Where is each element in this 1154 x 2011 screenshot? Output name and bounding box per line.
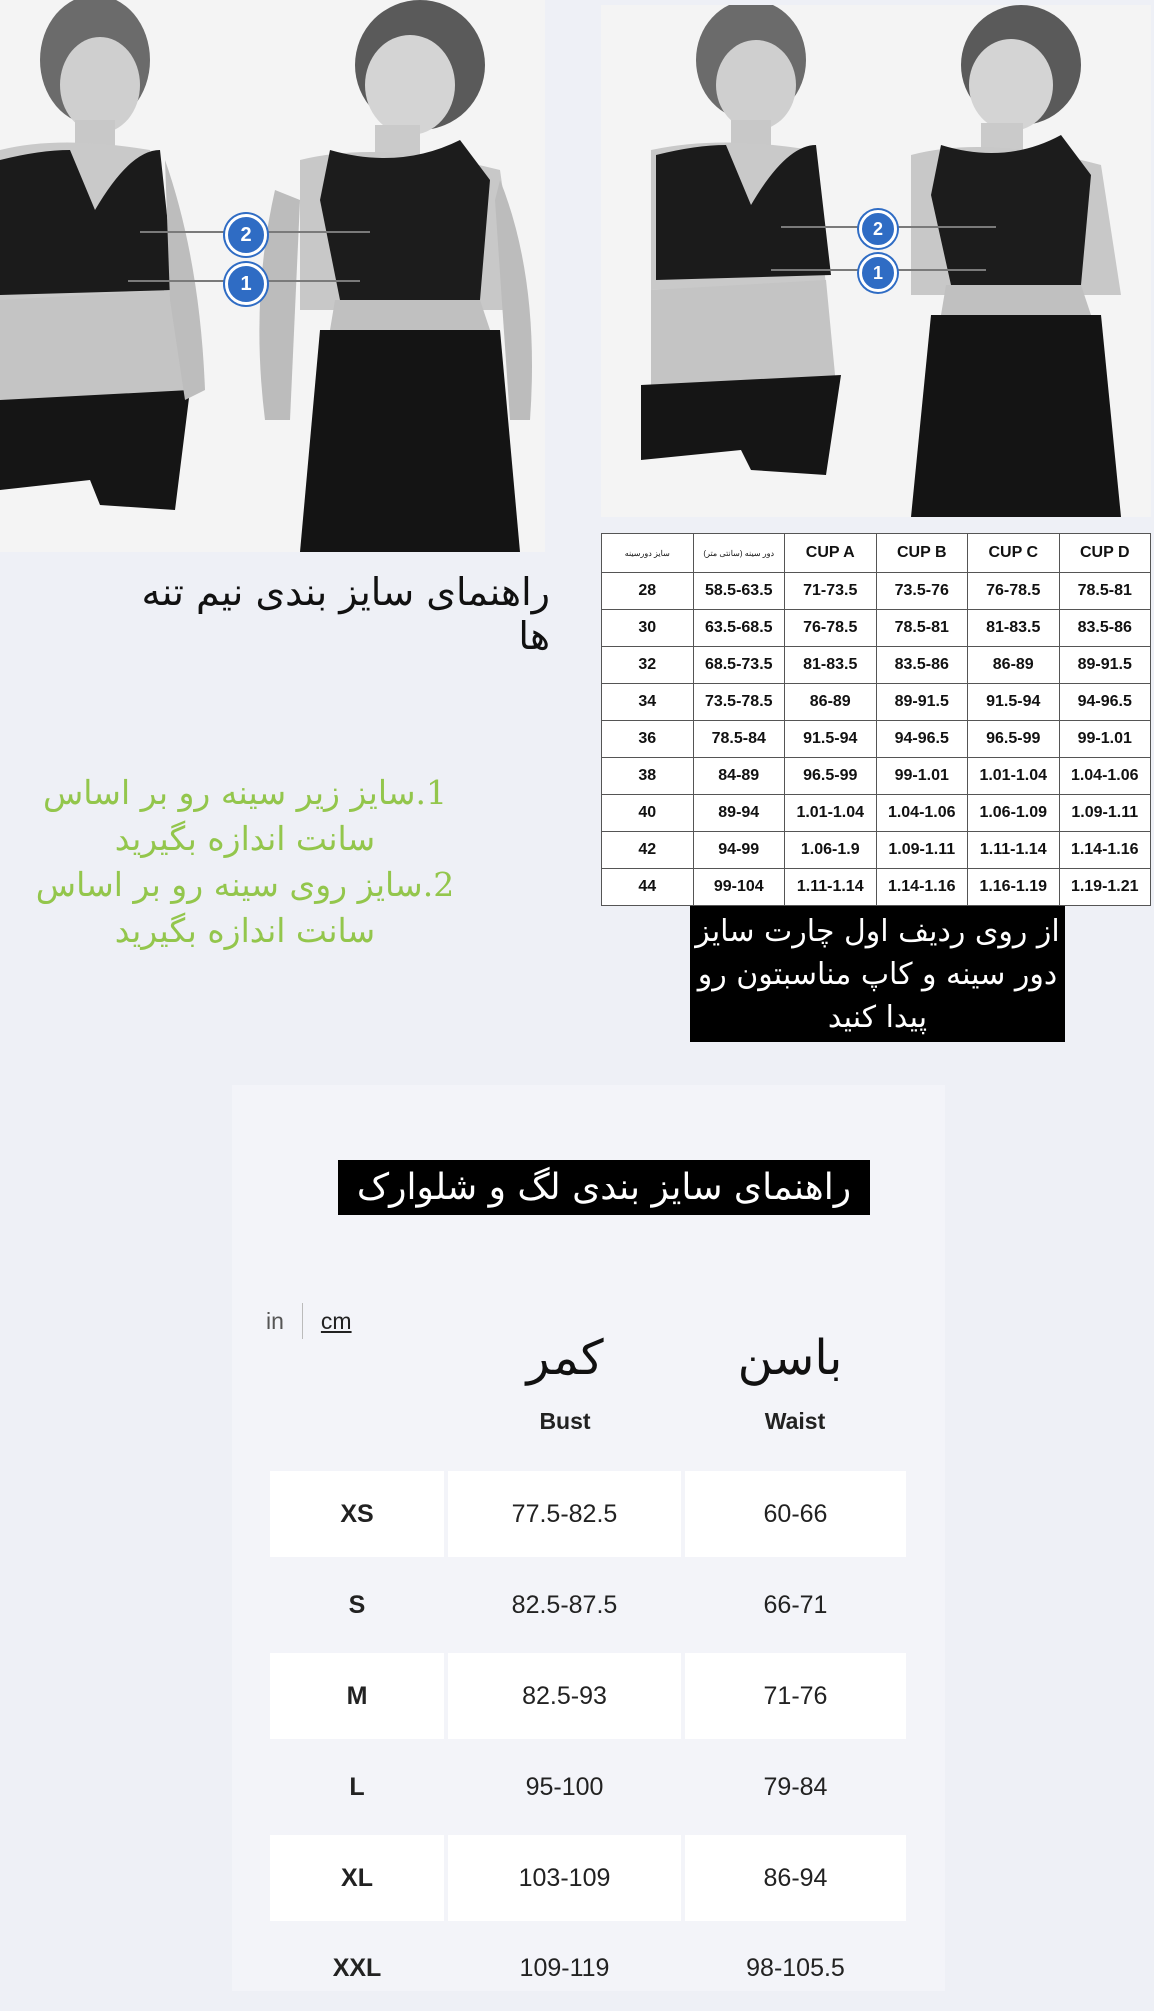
table-row — [602, 573, 1151, 610]
size-label: S — [348, 1591, 366, 1619]
table-cell: 84-89 — [693, 758, 785, 795]
table-cell: 83.5-86 — [1059, 610, 1151, 647]
table-cell: 36 — [602, 721, 694, 758]
table-cell: 1.09-1.11 — [1059, 795, 1151, 832]
table-cell: 1.14-1.16 — [876, 869, 968, 906]
table-cell: 99-1.01 — [876, 758, 968, 795]
marker-2-icon — [225, 214, 267, 256]
bra-guide-title: راهنمای سایز بندی نیم تنه ها — [141, 570, 550, 658]
table-cell: 89-94 — [693, 795, 785, 832]
table-cell: 89-91.5 — [876, 684, 968, 721]
marker-2-label: 2 — [872, 219, 883, 239]
bust-value: 77.5-82.5 — [448, 1471, 681, 1557]
waist-value: 86-94 — [685, 1835, 906, 1921]
note-line-2: سانت اندازه بگیرید — [114, 819, 376, 858]
table-row — [602, 795, 1151, 832]
table-cell: 1.11-1.14 — [785, 869, 877, 906]
waist-value: 66-71 — [763, 1591, 828, 1619]
unit-divider — [302, 1303, 303, 1339]
table-cell: 71-73.5 — [785, 573, 877, 610]
table-row — [270, 1562, 906, 1648]
column-heading-hip-fa: باسن — [737, 1330, 843, 1386]
table-cell: 63.5-68.5 — [693, 610, 785, 647]
table-cell: 1.04-1.06 — [876, 795, 968, 832]
table-cell: 1.09-1.11 — [876, 832, 968, 869]
table-cell: 76-78.5 — [968, 573, 1060, 610]
table-cell: 44 — [602, 869, 694, 906]
table-cell: 38 — [602, 758, 694, 795]
size-label: XL — [270, 1835, 444, 1921]
table-cell: 99-104 — [693, 869, 785, 906]
bust-value: 109-119 — [519, 1954, 610, 1982]
size-label: M — [270, 1653, 444, 1739]
waist-value: 71-76 — [685, 1653, 906, 1739]
table-header-row — [602, 534, 1151, 573]
header-cup-a: CUP A — [785, 534, 877, 573]
table-cell: 68.5-73.5 — [693, 647, 785, 684]
header-underbust: دور سینه (سانتی متر) — [693, 534, 785, 573]
bust-value: 95-100 — [525, 1773, 604, 1801]
instruction-line-3: پیدا کنید — [827, 1000, 928, 1035]
table-cell: 96.5-99 — [968, 721, 1060, 758]
instruction-line-1: از روی ردیف اول چارت سایز — [695, 914, 1060, 949]
table-cell: 28 — [602, 573, 694, 610]
table-cell: 1.16-1.19 — [968, 869, 1060, 906]
bra-measure-photo-right — [601, 5, 1151, 517]
bust-value: 82.5-87.5 — [511, 1591, 618, 1619]
table-row — [602, 832, 1151, 869]
table-cell: 1.14-1.16 — [1059, 832, 1151, 869]
note-line-3: 2.سایز روی سینه رو بر اساس — [35, 865, 455, 904]
marker-1-icon — [225, 263, 267, 305]
header-band-size: سایز دورسینه — [602, 534, 694, 573]
table-cell: 89-91.5 — [1059, 647, 1151, 684]
waist-value: 79-84 — [763, 1773, 828, 1801]
table-cell: 1.04-1.06 — [1059, 758, 1151, 795]
table-row — [270, 1744, 906, 1830]
table-cell: 94-96.5 — [876, 721, 968, 758]
table-row — [270, 1925, 906, 1991]
table-row — [602, 610, 1151, 647]
table-cell: 96.5-99 — [785, 758, 877, 795]
instruction-line-2: دور سینه و کاپ مناسبتون رو — [697, 957, 1058, 992]
table-cell: 73.5-78.5 — [693, 684, 785, 721]
marker-1-label: 1 — [240, 273, 252, 295]
table-row — [602, 684, 1151, 721]
table-cell: 1.01-1.04 — [785, 795, 877, 832]
table-cell: 30 — [602, 610, 694, 647]
header-cup-d: CUP D — [1059, 534, 1151, 573]
header-cup-b: CUP B — [876, 534, 968, 573]
table-cell: 94-96.5 — [1059, 684, 1151, 721]
marker-2-label: 2 — [240, 224, 252, 246]
waist-value: 98-105.5 — [746, 1954, 845, 1982]
bra-size-table — [601, 533, 1151, 906]
note-line-1: 1.سایز زیر سینه رو بر اساس — [42, 773, 448, 812]
table-cell: 81-83.5 — [968, 610, 1060, 647]
table-cell: 76-78.5 — [785, 610, 877, 647]
table-cell: 1.11-1.14 — [968, 832, 1060, 869]
table-cell: 91.5-94 — [968, 684, 1060, 721]
table-cell: 83.5-86 — [876, 647, 968, 684]
table-cell: 40 — [602, 795, 694, 832]
table-cell: 99-1.01 — [1059, 721, 1151, 758]
table-cell: 32 — [602, 647, 694, 684]
marker-1-label: 1 — [872, 263, 883, 283]
table-cell: 1.01-1.04 — [968, 758, 1060, 795]
unit-toggle — [266, 1303, 352, 1339]
table-cell: 94-99 — [693, 832, 785, 869]
table-cell: 1.06-1.09 — [968, 795, 1060, 832]
table-cell: 1.19-1.21 — [1059, 869, 1151, 906]
note-line-4: سانت اندازه بگیرید — [114, 911, 376, 950]
size-label: XS — [270, 1471, 444, 1557]
size-label: L — [349, 1773, 365, 1801]
table-row — [270, 1835, 906, 1921]
table-cell: 34 — [602, 684, 694, 721]
bust-value: 82.5-93 — [448, 1653, 681, 1739]
column-heading-waist-fa: کمر — [526, 1330, 604, 1386]
table-cell: 86-89 — [968, 647, 1060, 684]
chart-instruction-box — [690, 906, 1065, 1042]
table-row — [270, 1653, 906, 1739]
column-heading-bust: Bust — [539, 1408, 591, 1434]
table-row — [602, 721, 1151, 758]
table-cell: 1.06-1.9 — [785, 832, 877, 869]
unit-cm-option[interactable]: cm — [320, 1307, 352, 1334]
table-cell: 73.5-76 — [876, 573, 968, 610]
column-heading-waist: Waist — [764, 1408, 826, 1434]
measure-instructions — [30, 770, 460, 954]
table-cell: 78.5-81 — [876, 610, 968, 647]
table-row — [602, 647, 1151, 684]
table-row — [602, 758, 1151, 795]
table-cell: 58.5-63.5 — [693, 573, 785, 610]
marker-2-icon — [859, 210, 897, 248]
leggings-guide-title: راهنمای سایز بندی لگ و شلوارک — [338, 1160, 870, 1215]
bust-value: 103-109 — [448, 1835, 681, 1921]
table-cell: 81-83.5 — [785, 647, 877, 684]
table-cell: 78.5-84 — [693, 721, 785, 758]
unit-in-option[interactable]: in — [266, 1307, 284, 1334]
waist-value: 60-66 — [685, 1471, 906, 1557]
size-label: XXL — [332, 1954, 382, 1982]
table-cell: 78.5-81 — [1059, 573, 1151, 610]
table-row — [602, 869, 1151, 906]
table-cell: 91.5-94 — [785, 721, 877, 758]
table-row — [270, 1471, 906, 1557]
table-cell: 42 — [602, 832, 694, 869]
bra-measure-photo-left — [0, 0, 545, 552]
header-cup-c: CUP C — [968, 534, 1060, 573]
table-cell: 86-89 — [785, 684, 877, 721]
marker-1-icon — [859, 254, 897, 292]
